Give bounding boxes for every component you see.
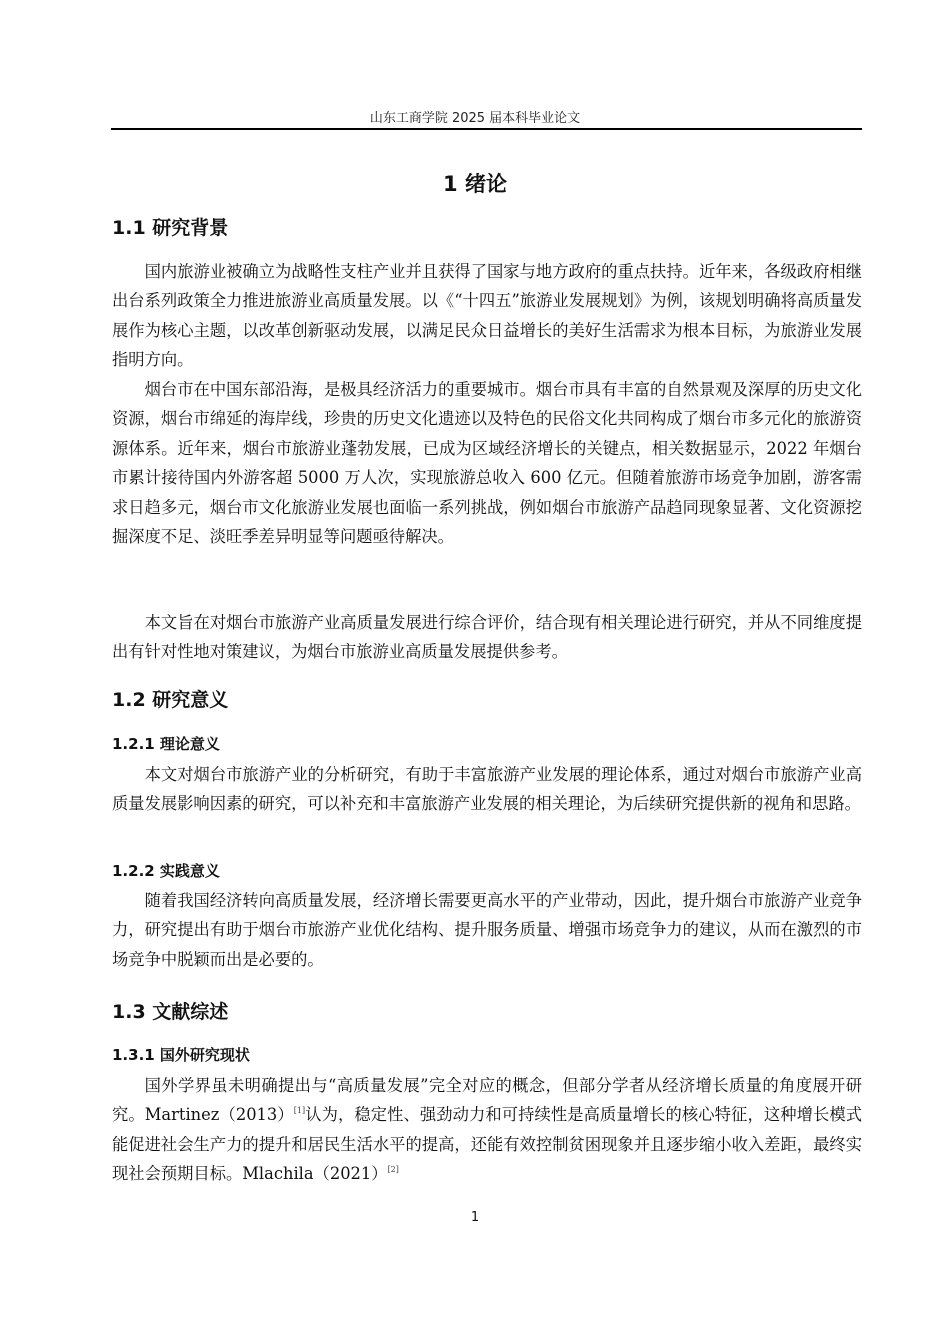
- section-heading-1-2-2: 1.2.2 实践意义: [112, 862, 220, 880]
- paragraph-background-1: 国内旅游业被确立为战略性支柱产业并且获得了国家与地方政府的重点扶持。近年来，各级政府相继出台系列政策全力推进旅游业高质量发展。以《“十四五”旅游业发展规划》为例，该规划明确将高质量发展作为核心主题，以改革创新驱动发展，以满足民众日益增长的美好生活需求为根本目标，为旅游业发展指明方向。: [112, 262, 862, 370]
- paragraph-theoretical-significance: 本文对烟台市旅游产业的分析研究，有助于丰富旅游产业发展的理论体系，通过对烟台市旅游产业高质量发展影响因素的研究，可以补充和丰富旅游产业发展的相关理论，为后续研究提供新的视角和思路。: [112, 765, 862, 814]
- paragraph-foreign-research-text-b: 认为，稳定性、强劲动力和可持续性是高质量增长的核心特征，这种增长模式能促进社会生产力的提升和居民生活水平的提高，还能有效控制贫困现象并且逐步缩小收入差距，最终实现社会预期目标。Mlachila（2021）: [112, 1105, 862, 1184]
- section-heading-1-3-1: 1.3.1 国外研究现状: [112, 1046, 250, 1064]
- paragraph-foreign-research: [112, 1071, 862, 1189]
- running-header: 山东工商学院 2025 届本科毕业论文: [369, 111, 581, 126]
- page-number: 1: [470, 1210, 480, 1225]
- paragraph-background-3: 本文旨在对烟台市旅游产业高质量发展进行综合评价，结合现有相关理论进行研究，并从不同维度提出有针对性地对策建议，为烟台市旅游业高质量发展提供参考。: [112, 613, 862, 662]
- citation-ref-2: [2]: [387, 1165, 399, 1175]
- paragraph-foreign-research-text-a: 国外学界虽未明确提出与“高质量发展”完全对应的概念，但部分学者从经济增长质量的角度展开研究。Martinez（2013）: [112, 1076, 862, 1125]
- chapter-title: 1 绪论: [443, 172, 507, 196]
- paragraph-background-2: 烟台市在中国东部沿海，是极具经济活力的重要城市。烟台市具有丰富的自然景观及深厚的历史文化资源，烟台市绵延的海岸线，珍贵的历史文化遗迹以及特色的民俗文化共同构成了烟台市多元化的旅游资源体系。近年来，烟台市旅游业蓬勃发展，已成为区域经济增长的关键点，相关数据显示，2022 年烟台市累计接待国内外游客超 5000 万人次，实现旅游总收入 600 亿元。但随着旅游市场竞争加剧，游客需求日趋多元，烟台市文化旅游业发展也面临一系列挑战，例如烟台市旅游产品趋同现象显著、文化资源挖掘深度不足、淡旺季差异明显等问题亟待解决。: [112, 380, 862, 547]
- section-heading-1-3: 1.3 文献综述: [112, 1001, 229, 1023]
- citation-ref-1: [1]: [293, 1106, 306, 1116]
- paragraph-practical-significance: 随着我国经济转向高质量发展，经济增长需要更高水平的产业带动，因此，提升烟台市旅游产业竞争力，研究提出有助于烟台市旅游产业优化结构、提升服务质量、增强市场竞争力的建议，从而在激烈的市场竞争中脱颖而出是必要的。: [112, 891, 862, 969]
- section-heading-1-2: 1.2 研究意义: [112, 689, 229, 711]
- header-rule: [111, 128, 862, 130]
- section-heading-1-2-1: 1.2.1 理论意义: [112, 735, 220, 753]
- section-heading-1-1: 1.1 研究背景: [112, 217, 229, 239]
